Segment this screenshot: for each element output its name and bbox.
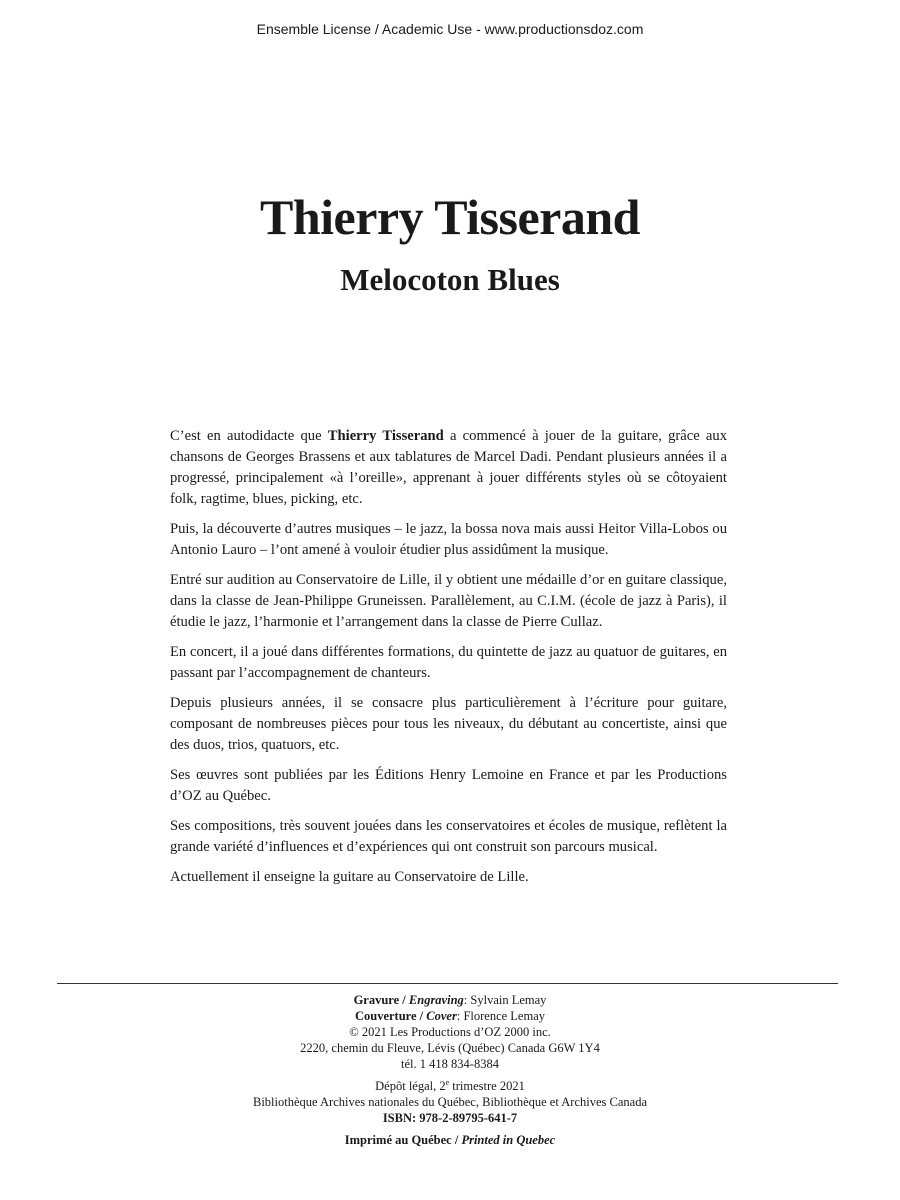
divider <box>57 983 838 984</box>
copyright: © 2021 Les Productions d’OZ 2000 inc. <box>349 1025 551 1039</box>
printed-fr: Imprimé au Québec / <box>344 1133 462 1147</box>
credit-label: Gravure / <box>353 993 409 1007</box>
legal-deposit-text: trimestre 2021 <box>449 1079 525 1093</box>
credits <box>0 992 900 1148</box>
bio-text: C’est en autodidacte que <box>170 428 328 444</box>
bio-paragraph-5: Depuis plusieurs années, il se consacre plus particulièrement à l’écriture pour guitare, composant de nombreuses pièces pour tous les niveaux, du débutant au concertiste, ainsi que des duos, trios, quatuors, etc. <box>170 695 727 753</box>
engraving-credit <box>0 992 900 1008</box>
isbn: ISBN: 978-2-89795-641-7 <box>382 1111 518 1125</box>
bio-paragraph-2: Puis, la découverte d’autres musiques – le jazz, la bossa nova mais aussi Heitor Villa-Lobos ou Antonio Lauro – l’ont amené à vouloir étudier plus assidûment la musique. <box>170 521 727 558</box>
bio-paragraph-4: En concert, il a joué dans différentes formations, du quintette de jazz au quatuor de guitares, en passant par l’accompagnement de chanteurs. <box>170 644 727 681</box>
composer-name: Thierry Tisserand <box>260 189 640 245</box>
bio-paragraph-6: Ses œuvres sont publiées par les Éditions Henry Lemoine en France et par les Productions d’OZ au Québec. <box>170 767 727 804</box>
legal-deposit <box>0 1078 900 1094</box>
credit-label: Couverture / <box>354 1009 427 1023</box>
license-note: Ensemble License / Academic Use - www.productionsdoz.com <box>256 21 644 37</box>
bio-paragraph-3: Entré sur audition au Conservatoire de Lille, il y obtient une médaille d’or en guitare classique, dans la classe de Jean-Philippe Gruneissen. Parallèlement, au C.I.M. (école de jazz à Paris), il étudie le jazz, l’harmonie et l’arrangement dans la classe de Pierre Cullaz. <box>170 572 727 630</box>
printed-in <box>0 1132 900 1148</box>
bio-composer-name: Thierry Tisserand <box>327 428 444 444</box>
credit-value: : Florence Lemay <box>456 1009 546 1023</box>
credit-label: Engraving <box>408 993 464 1007</box>
bio-paragraph-7: Ses compositions, très souvent jouées dans les conservatoires et écoles de musique, reflètent la grande variété d’influences et d’expériences qui ont construit son parcours musical. <box>170 818 727 855</box>
bio-text: a commencé à jouer de la guitare, grâce aux chansons de Georges Brassens et aux tablatures de Marcel Dadi. Pendant plusieurs années il a progressé, principalement «à l’oreille», apprenant à jouer différents styles où se côtoyaient folk, ragtime, blues, picking, etc. <box>170 428 728 507</box>
legal-deposit-text: Dépôt légal, 2 <box>375 1079 446 1093</box>
superscript: e <box>445 1077 450 1087</box>
libraries: Bibliothèque Archives nationales du Québec, Bibliothèque et Archives Canada <box>253 1095 647 1109</box>
work-title: Melocoton Blues <box>340 262 560 297</box>
cover-credit <box>0 1008 900 1024</box>
credit-value: : Sylvain Lemay <box>463 993 547 1007</box>
publisher-address: 2220, chemin du Fleuve, Lévis (Québec) Canada G6W 1Y4 <box>300 1041 600 1055</box>
publisher-phone: tél. 1 418 834-8384 <box>401 1057 499 1071</box>
bio-paragraph-8: Actuellement il enseigne la guitare au Conservatoire de Lille. <box>170 869 529 885</box>
biography <box>170 426 727 897</box>
credit-label: Cover <box>426 1009 457 1023</box>
printed-en: Printed in Quebec <box>461 1133 556 1147</box>
bio-paragraph-1 <box>170 426 727 510</box>
